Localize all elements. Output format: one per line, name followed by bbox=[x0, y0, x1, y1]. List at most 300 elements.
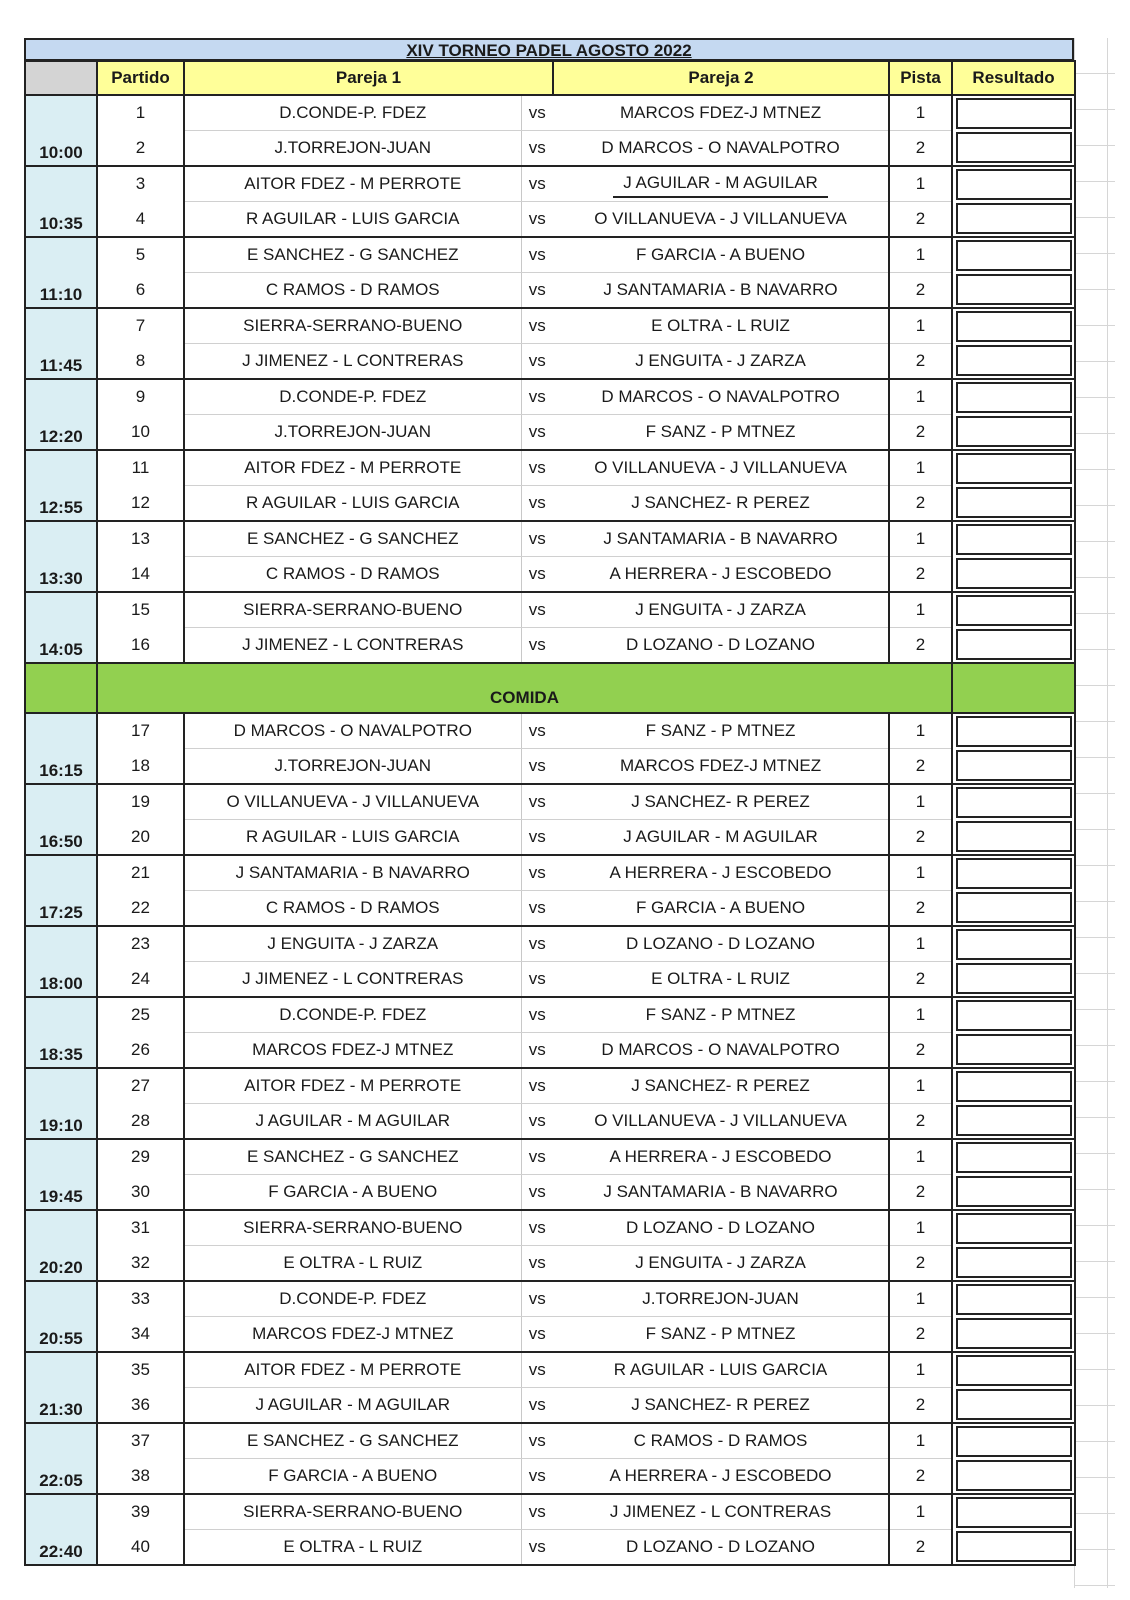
result-input-box[interactable] bbox=[956, 311, 1072, 342]
vs-label: vs bbox=[521, 1033, 553, 1069]
pair-1: E OLTRA - L RUIZ bbox=[184, 1530, 521, 1566]
match-row bbox=[25, 308, 1075, 344]
pair-2: MARCOS FDEZ-J MTNEZ bbox=[553, 95, 889, 131]
pair-2: F SANZ - P MTNEZ bbox=[553, 997, 889, 1033]
pair-1: E SANCHEZ - G SANCHEZ bbox=[184, 237, 521, 273]
time-slot: 20:55 bbox=[25, 1281, 97, 1352]
vs-label: vs bbox=[521, 713, 553, 749]
result-input-box[interactable] bbox=[956, 98, 1072, 129]
pair-2: J SANCHEZ- R PEREZ bbox=[553, 1068, 889, 1104]
pair-1: D.CONDE-P. FDEZ bbox=[184, 1281, 521, 1317]
sheet-title bbox=[24, 38, 1074, 60]
match-row bbox=[25, 486, 1075, 522]
court-number: 2 bbox=[889, 1033, 952, 1069]
court-number: 1 bbox=[889, 166, 952, 202]
vs-label: vs bbox=[521, 1139, 553, 1175]
result-input-box[interactable] bbox=[956, 1247, 1072, 1278]
result-cell bbox=[952, 202, 1075, 238]
result-cell bbox=[952, 521, 1075, 557]
match-row bbox=[25, 344, 1075, 380]
result-input-box[interactable] bbox=[956, 1389, 1072, 1420]
match-row bbox=[25, 1246, 1075, 1282]
pair-1: J.TORREJON-JUAN bbox=[184, 131, 521, 167]
time-slot: 16:50 bbox=[25, 784, 97, 855]
match-number: 25 bbox=[97, 997, 184, 1033]
match-row bbox=[25, 557, 1075, 593]
result-cell bbox=[952, 131, 1075, 167]
court-number: 2 bbox=[889, 1530, 952, 1566]
vs-label: vs bbox=[521, 592, 553, 628]
result-input-box[interactable] bbox=[956, 558, 1072, 589]
vs-label: vs bbox=[521, 891, 553, 927]
match-row bbox=[25, 1388, 1075, 1424]
match-row bbox=[25, 1104, 1075, 1140]
pair-2 bbox=[553, 166, 889, 202]
result-cell bbox=[952, 891, 1075, 927]
pair-1: J AGUILAR - M AGUILAR bbox=[184, 1388, 521, 1424]
pair-2: O VILLANUEVA - J VILLANUEVA bbox=[553, 450, 889, 486]
pair-1: E SANCHEZ - G SANCHEZ bbox=[184, 1423, 521, 1459]
match-row bbox=[25, 1530, 1075, 1566]
vs-label: vs bbox=[521, 784, 553, 820]
court-number: 1 bbox=[889, 308, 952, 344]
vs-label: vs bbox=[521, 749, 553, 785]
court-number: 2 bbox=[889, 273, 952, 309]
pair-2: O VILLANUEVA - J VILLANUEVA bbox=[553, 1104, 889, 1140]
result-cell bbox=[952, 1459, 1075, 1495]
pair-2: J JIMENEZ - L CONTRERAS bbox=[553, 1494, 889, 1530]
result-cell bbox=[952, 1246, 1075, 1282]
match-number: 1 bbox=[97, 95, 184, 131]
pair-2: A HERRERA - J ESCOBEDO bbox=[553, 1139, 889, 1175]
match-row bbox=[25, 379, 1075, 415]
vs-label: vs bbox=[521, 997, 553, 1033]
pair-1: D.CONDE-P. FDEZ bbox=[184, 95, 521, 131]
time-slot: 18:00 bbox=[25, 926, 97, 997]
match-row bbox=[25, 95, 1075, 131]
court-number: 1 bbox=[889, 1494, 952, 1530]
match-row bbox=[25, 749, 1075, 785]
pair-1: J JIMENEZ - L CONTRERAS bbox=[184, 628, 521, 664]
vs-label: vs bbox=[521, 1494, 553, 1530]
pair-1: AITOR FDEZ - M PERROTE bbox=[184, 166, 521, 202]
vs-label: vs bbox=[521, 1352, 553, 1388]
court-number: 2 bbox=[889, 557, 952, 593]
vs-label: vs bbox=[521, 1068, 553, 1104]
match-number: 30 bbox=[97, 1175, 184, 1211]
result-input-box[interactable] bbox=[956, 787, 1072, 818]
vs-label: vs bbox=[521, 1530, 553, 1566]
pair-1: J AGUILAR - M AGUILAR bbox=[184, 1104, 521, 1140]
result-cell bbox=[952, 962, 1075, 998]
vs-label: vs bbox=[521, 131, 553, 167]
court-number: 2 bbox=[889, 628, 952, 664]
match-number: 9 bbox=[97, 379, 184, 415]
pair-1: F GARCIA - A BUENO bbox=[184, 1175, 521, 1211]
result-input-box[interactable] bbox=[956, 524, 1072, 555]
match-row bbox=[25, 997, 1075, 1033]
match-row bbox=[25, 1068, 1075, 1104]
result-cell bbox=[952, 415, 1075, 451]
vs-label: vs bbox=[521, 962, 553, 998]
court-number: 2 bbox=[889, 962, 952, 998]
match-number: 24 bbox=[97, 962, 184, 998]
pair-2: R AGUILAR - LUIS GARCIA bbox=[553, 1352, 889, 1388]
pair-2: J AGUILAR - M AGUILAR bbox=[553, 820, 889, 856]
match-number: 3 bbox=[97, 166, 184, 202]
court-number: 2 bbox=[889, 202, 952, 238]
afternoon-matches bbox=[25, 713, 1075, 1565]
match-number: 16 bbox=[97, 628, 184, 664]
match-row bbox=[25, 1317, 1075, 1353]
pair-1: E OLTRA - L RUIZ bbox=[184, 1246, 521, 1282]
pair-1: D.CONDE-P. FDEZ bbox=[184, 997, 521, 1033]
result-input-box[interactable] bbox=[956, 929, 1072, 960]
pair-2: F SANZ - P MTNEZ bbox=[553, 415, 889, 451]
pair-2: A HERRERA - J ESCOBEDO bbox=[553, 855, 889, 891]
result-cell bbox=[952, 273, 1075, 309]
time-slot: 12:55 bbox=[25, 450, 97, 521]
pair-2: D LOZANO - D LOZANO bbox=[553, 926, 889, 962]
match-number: 26 bbox=[97, 1033, 184, 1069]
pair-1: SIERRA-SERRANO-BUENO bbox=[184, 1494, 521, 1530]
result-input-box[interactable] bbox=[956, 240, 1072, 271]
vs-label: vs bbox=[521, 273, 553, 309]
result-input-box[interactable] bbox=[956, 453, 1072, 484]
time-slot: 19:45 bbox=[25, 1139, 97, 1210]
result-cell bbox=[952, 1210, 1075, 1246]
court-number: 2 bbox=[889, 131, 952, 167]
court-number: 2 bbox=[889, 749, 952, 785]
result-cell bbox=[952, 1033, 1075, 1069]
vs-label: vs bbox=[521, 557, 553, 593]
match-number: 7 bbox=[97, 308, 184, 344]
pair-2: C RAMOS - D RAMOS bbox=[553, 1423, 889, 1459]
break-time-cell bbox=[25, 663, 97, 713]
match-number: 13 bbox=[97, 521, 184, 557]
pair-2: D MARCOS - O NAVALPOTRO bbox=[553, 131, 889, 167]
match-row bbox=[25, 1139, 1075, 1175]
time-slot: 14:05 bbox=[25, 592, 97, 663]
vs-label: vs bbox=[521, 415, 553, 451]
vs-label: vs bbox=[521, 628, 553, 664]
time-slot: 10:35 bbox=[25, 166, 97, 237]
court-number: 1 bbox=[889, 997, 952, 1033]
schedule-table bbox=[24, 60, 1076, 1566]
court-number: 1 bbox=[889, 450, 952, 486]
vs-label: vs bbox=[521, 1104, 553, 1140]
result-input-box[interactable] bbox=[956, 1071, 1072, 1102]
vs-label: vs bbox=[521, 521, 553, 557]
result-input-box[interactable] bbox=[956, 1142, 1072, 1173]
match-number: 22 bbox=[97, 891, 184, 927]
court-number: 1 bbox=[889, 926, 952, 962]
result-cell bbox=[952, 713, 1075, 749]
match-row bbox=[25, 521, 1075, 557]
match-row bbox=[25, 415, 1075, 451]
court-number: 2 bbox=[889, 1175, 952, 1211]
match-number: 37 bbox=[97, 1423, 184, 1459]
result-input-box[interactable] bbox=[956, 1531, 1072, 1562]
result-cell bbox=[952, 592, 1075, 628]
pair-1: C RAMOS - D RAMOS bbox=[184, 557, 521, 593]
result-cell bbox=[952, 784, 1075, 820]
break-section bbox=[25, 663, 1075, 713]
match-number: 8 bbox=[97, 344, 184, 380]
pair-1: D.CONDE-P. FDEZ bbox=[184, 379, 521, 415]
match-row bbox=[25, 962, 1075, 998]
court-number: 2 bbox=[889, 1459, 952, 1495]
result-input-box[interactable] bbox=[956, 416, 1072, 447]
court-number: 1 bbox=[889, 592, 952, 628]
pair-2: J.TORREJON-JUAN bbox=[553, 1281, 889, 1317]
court-number: 2 bbox=[889, 415, 952, 451]
vs-label: vs bbox=[521, 379, 553, 415]
header-pareja2: Pareja 2 bbox=[553, 61, 889, 95]
vs-label: vs bbox=[521, 926, 553, 962]
time-slot: 12:20 bbox=[25, 379, 97, 450]
result-input-box[interactable] bbox=[956, 274, 1072, 305]
time-slot: 18:35 bbox=[25, 997, 97, 1068]
time-slot: 22:40 bbox=[25, 1494, 97, 1565]
match-row bbox=[25, 273, 1075, 309]
vs-label: vs bbox=[521, 237, 553, 273]
match-row bbox=[25, 237, 1075, 273]
pair-2: A HERRERA - J ESCOBEDO bbox=[553, 1459, 889, 1495]
match-number: 23 bbox=[97, 926, 184, 962]
result-cell bbox=[952, 1423, 1075, 1459]
result-input-box[interactable] bbox=[956, 345, 1072, 376]
court-number: 1 bbox=[889, 855, 952, 891]
result-input-box[interactable] bbox=[956, 1105, 1072, 1136]
vs-label: vs bbox=[521, 820, 553, 856]
pair-2: J ENGUITA - J ZARZA bbox=[553, 344, 889, 380]
match-number: 38 bbox=[97, 1459, 184, 1495]
pair-1: AITOR FDEZ - M PERROTE bbox=[184, 1352, 521, 1388]
match-number: 18 bbox=[97, 749, 184, 785]
match-row bbox=[25, 926, 1075, 962]
match-row bbox=[25, 1352, 1075, 1388]
pair-1: AITOR FDEZ - M PERROTE bbox=[184, 1068, 521, 1104]
break-row bbox=[25, 663, 1075, 713]
result-cell bbox=[952, 1281, 1075, 1317]
match-number: 35 bbox=[97, 1352, 184, 1388]
pair-1: J SANTAMARIA - B NAVARRO bbox=[184, 855, 521, 891]
pair-1: D MARCOS - O NAVALPOTRO bbox=[184, 713, 521, 749]
match-number: 33 bbox=[97, 1281, 184, 1317]
time-slot: 16:15 bbox=[25, 713, 97, 784]
court-number: 2 bbox=[889, 344, 952, 380]
result-cell bbox=[952, 855, 1075, 891]
time-slot: 11:10 bbox=[25, 237, 97, 308]
match-number: 34 bbox=[97, 1317, 184, 1353]
match-row bbox=[25, 1423, 1075, 1459]
header-blank bbox=[25, 61, 97, 95]
court-number: 2 bbox=[889, 1104, 952, 1140]
pair-2: D LOZANO - D LOZANO bbox=[553, 1530, 889, 1566]
result-cell bbox=[952, 628, 1075, 664]
pair-1: J.TORREJON-JUAN bbox=[184, 749, 521, 785]
result-input-box[interactable] bbox=[956, 132, 1072, 163]
result-input-box[interactable] bbox=[956, 1318, 1072, 1349]
header-resultado: Resultado bbox=[952, 61, 1075, 95]
result-input-box[interactable] bbox=[956, 1426, 1072, 1457]
pair-2: J ENGUITA - J ZARZA bbox=[553, 592, 889, 628]
result-input-box[interactable] bbox=[956, 1176, 1072, 1207]
time-slot: 22:05 bbox=[25, 1423, 97, 1494]
pair-1: SIERRA-SERRANO-BUENO bbox=[184, 1210, 521, 1246]
match-number: 20 bbox=[97, 820, 184, 856]
match-number: 4 bbox=[97, 202, 184, 238]
result-cell bbox=[952, 379, 1075, 415]
header-partido: Partido bbox=[97, 61, 184, 95]
match-number: 19 bbox=[97, 784, 184, 820]
match-row bbox=[25, 855, 1075, 891]
vs-label: vs bbox=[521, 202, 553, 238]
match-number: 32 bbox=[97, 1246, 184, 1282]
morning-matches bbox=[25, 95, 1075, 663]
vs-label: vs bbox=[521, 166, 553, 202]
pair-1: J JIMENEZ - L CONTRERAS bbox=[184, 344, 521, 380]
time-slot: 11:45 bbox=[25, 308, 97, 379]
result-input-box[interactable] bbox=[956, 487, 1072, 518]
result-cell bbox=[952, 1494, 1075, 1530]
result-cell bbox=[952, 1352, 1075, 1388]
match-row bbox=[25, 628, 1075, 664]
result-cell bbox=[952, 486, 1075, 522]
match-number: 36 bbox=[97, 1388, 184, 1424]
pair-1: MARCOS FDEZ-J MTNEZ bbox=[184, 1317, 521, 1353]
vs-label: vs bbox=[521, 1388, 553, 1424]
time-slot: 20:20 bbox=[25, 1210, 97, 1281]
result-input-box[interactable] bbox=[956, 169, 1072, 200]
match-number: 6 bbox=[97, 273, 184, 309]
result-input-box[interactable] bbox=[956, 1284, 1072, 1315]
result-input-box[interactable] bbox=[956, 821, 1072, 852]
pair-1: J.TORREJON-JUAN bbox=[184, 415, 521, 451]
match-number: 28 bbox=[97, 1104, 184, 1140]
pair-1: F GARCIA - A BUENO bbox=[184, 1459, 521, 1495]
result-cell bbox=[952, 1175, 1075, 1211]
vs-label: vs bbox=[521, 486, 553, 522]
pair-2: F GARCIA - A BUENO bbox=[553, 891, 889, 927]
court-number: 1 bbox=[889, 1139, 952, 1175]
result-cell bbox=[952, 820, 1075, 856]
pair-2: J SANTAMARIA - B NAVARRO bbox=[553, 1175, 889, 1211]
result-cell bbox=[952, 95, 1075, 131]
match-row bbox=[25, 1459, 1075, 1495]
result-cell bbox=[952, 1388, 1075, 1424]
vs-label: vs bbox=[521, 1281, 553, 1317]
result-input-box[interactable] bbox=[956, 892, 1072, 923]
court-number: 2 bbox=[889, 891, 952, 927]
pair-2-text: J AGUILAR - M AGUILAR bbox=[613, 173, 828, 198]
match-row bbox=[25, 450, 1075, 486]
court-number: 2 bbox=[889, 1317, 952, 1353]
pair-1: O VILLANUEVA - J VILLANUEVA bbox=[184, 784, 521, 820]
pair-2: D MARCOS - O NAVALPOTRO bbox=[553, 1033, 889, 1069]
vs-label: vs bbox=[521, 1459, 553, 1495]
pair-2: J ENGUITA - J ZARZA bbox=[553, 1246, 889, 1282]
result-input-box[interactable] bbox=[956, 203, 1072, 234]
match-number: 11 bbox=[97, 450, 184, 486]
result-cell bbox=[952, 749, 1075, 785]
result-input-box[interactable] bbox=[956, 716, 1072, 747]
result-input-box[interactable] bbox=[956, 1000, 1072, 1031]
pair-1: AITOR FDEZ - M PERROTE bbox=[184, 450, 521, 486]
court-number: 1 bbox=[889, 1352, 952, 1388]
result-input-box[interactable] bbox=[956, 382, 1072, 413]
pair-2: F SANZ - P MTNEZ bbox=[553, 713, 889, 749]
match-row bbox=[25, 1494, 1075, 1530]
pair-2: E OLTRA - L RUIZ bbox=[553, 962, 889, 998]
match-row bbox=[25, 1210, 1075, 1246]
result-input-box[interactable] bbox=[956, 750, 1072, 781]
court-number: 1 bbox=[889, 1281, 952, 1317]
pair-1: R AGUILAR - LUIS GARCIA bbox=[184, 486, 521, 522]
break-label: COMIDA bbox=[97, 663, 952, 713]
pair-2: O VILLANUEVA - J VILLANUEVA bbox=[553, 202, 889, 238]
match-number: 21 bbox=[97, 855, 184, 891]
pair-1: R AGUILAR - LUIS GARCIA bbox=[184, 820, 521, 856]
pair-1: SIERRA-SERRANO-BUENO bbox=[184, 308, 521, 344]
court-number: 2 bbox=[889, 820, 952, 856]
match-number: 29 bbox=[97, 1139, 184, 1175]
match-row bbox=[25, 1175, 1075, 1211]
court-number: 1 bbox=[889, 784, 952, 820]
pair-2: E OLTRA - L RUIZ bbox=[553, 308, 889, 344]
pair-1: J JIMENEZ - L CONTRERAS bbox=[184, 962, 521, 998]
result-input-box[interactable] bbox=[956, 595, 1072, 626]
title-text: XIV TORNEO PADEL AGOSTO 2022 bbox=[406, 41, 692, 60]
court-number: 1 bbox=[889, 1210, 952, 1246]
result-cell bbox=[952, 237, 1075, 273]
result-cell bbox=[952, 926, 1075, 962]
result-input-box[interactable] bbox=[956, 1355, 1072, 1386]
result-cell bbox=[952, 344, 1075, 380]
tournament-sheet bbox=[24, 38, 1074, 1566]
court-number: 1 bbox=[889, 379, 952, 415]
result-input-box[interactable] bbox=[956, 1213, 1072, 1244]
pair-1: C RAMOS - D RAMOS bbox=[184, 891, 521, 927]
result-input-box[interactable] bbox=[956, 1497, 1072, 1528]
result-input-box[interactable] bbox=[956, 1034, 1072, 1065]
pair-2: J SANCHEZ- R PEREZ bbox=[553, 1388, 889, 1424]
time-slot: 10:00 bbox=[25, 95, 97, 166]
result-cell bbox=[952, 997, 1075, 1033]
match-row bbox=[25, 713, 1075, 749]
pair-2: D LOZANO - D LOZANO bbox=[553, 1210, 889, 1246]
vs-label: vs bbox=[521, 1175, 553, 1211]
match-row bbox=[25, 1281, 1075, 1317]
result-input-box[interactable] bbox=[956, 858, 1072, 889]
vs-label: vs bbox=[521, 1246, 553, 1282]
result-cell bbox=[952, 557, 1075, 593]
match-row bbox=[25, 891, 1075, 927]
time-slot: 19:10 bbox=[25, 1068, 97, 1139]
match-number: 40 bbox=[97, 1530, 184, 1566]
result-input-box[interactable] bbox=[956, 963, 1072, 994]
pair-2: D LOZANO - D LOZANO bbox=[553, 628, 889, 664]
match-number: 39 bbox=[97, 1494, 184, 1530]
result-input-box[interactable] bbox=[956, 1460, 1072, 1491]
break-result-cell bbox=[952, 663, 1075, 713]
header-pareja1: Pareja 1 bbox=[184, 61, 553, 95]
court-number: 1 bbox=[889, 1423, 952, 1459]
match-row bbox=[25, 784, 1075, 820]
match-number: 14 bbox=[97, 557, 184, 593]
result-input-box[interactable] bbox=[956, 629, 1072, 660]
